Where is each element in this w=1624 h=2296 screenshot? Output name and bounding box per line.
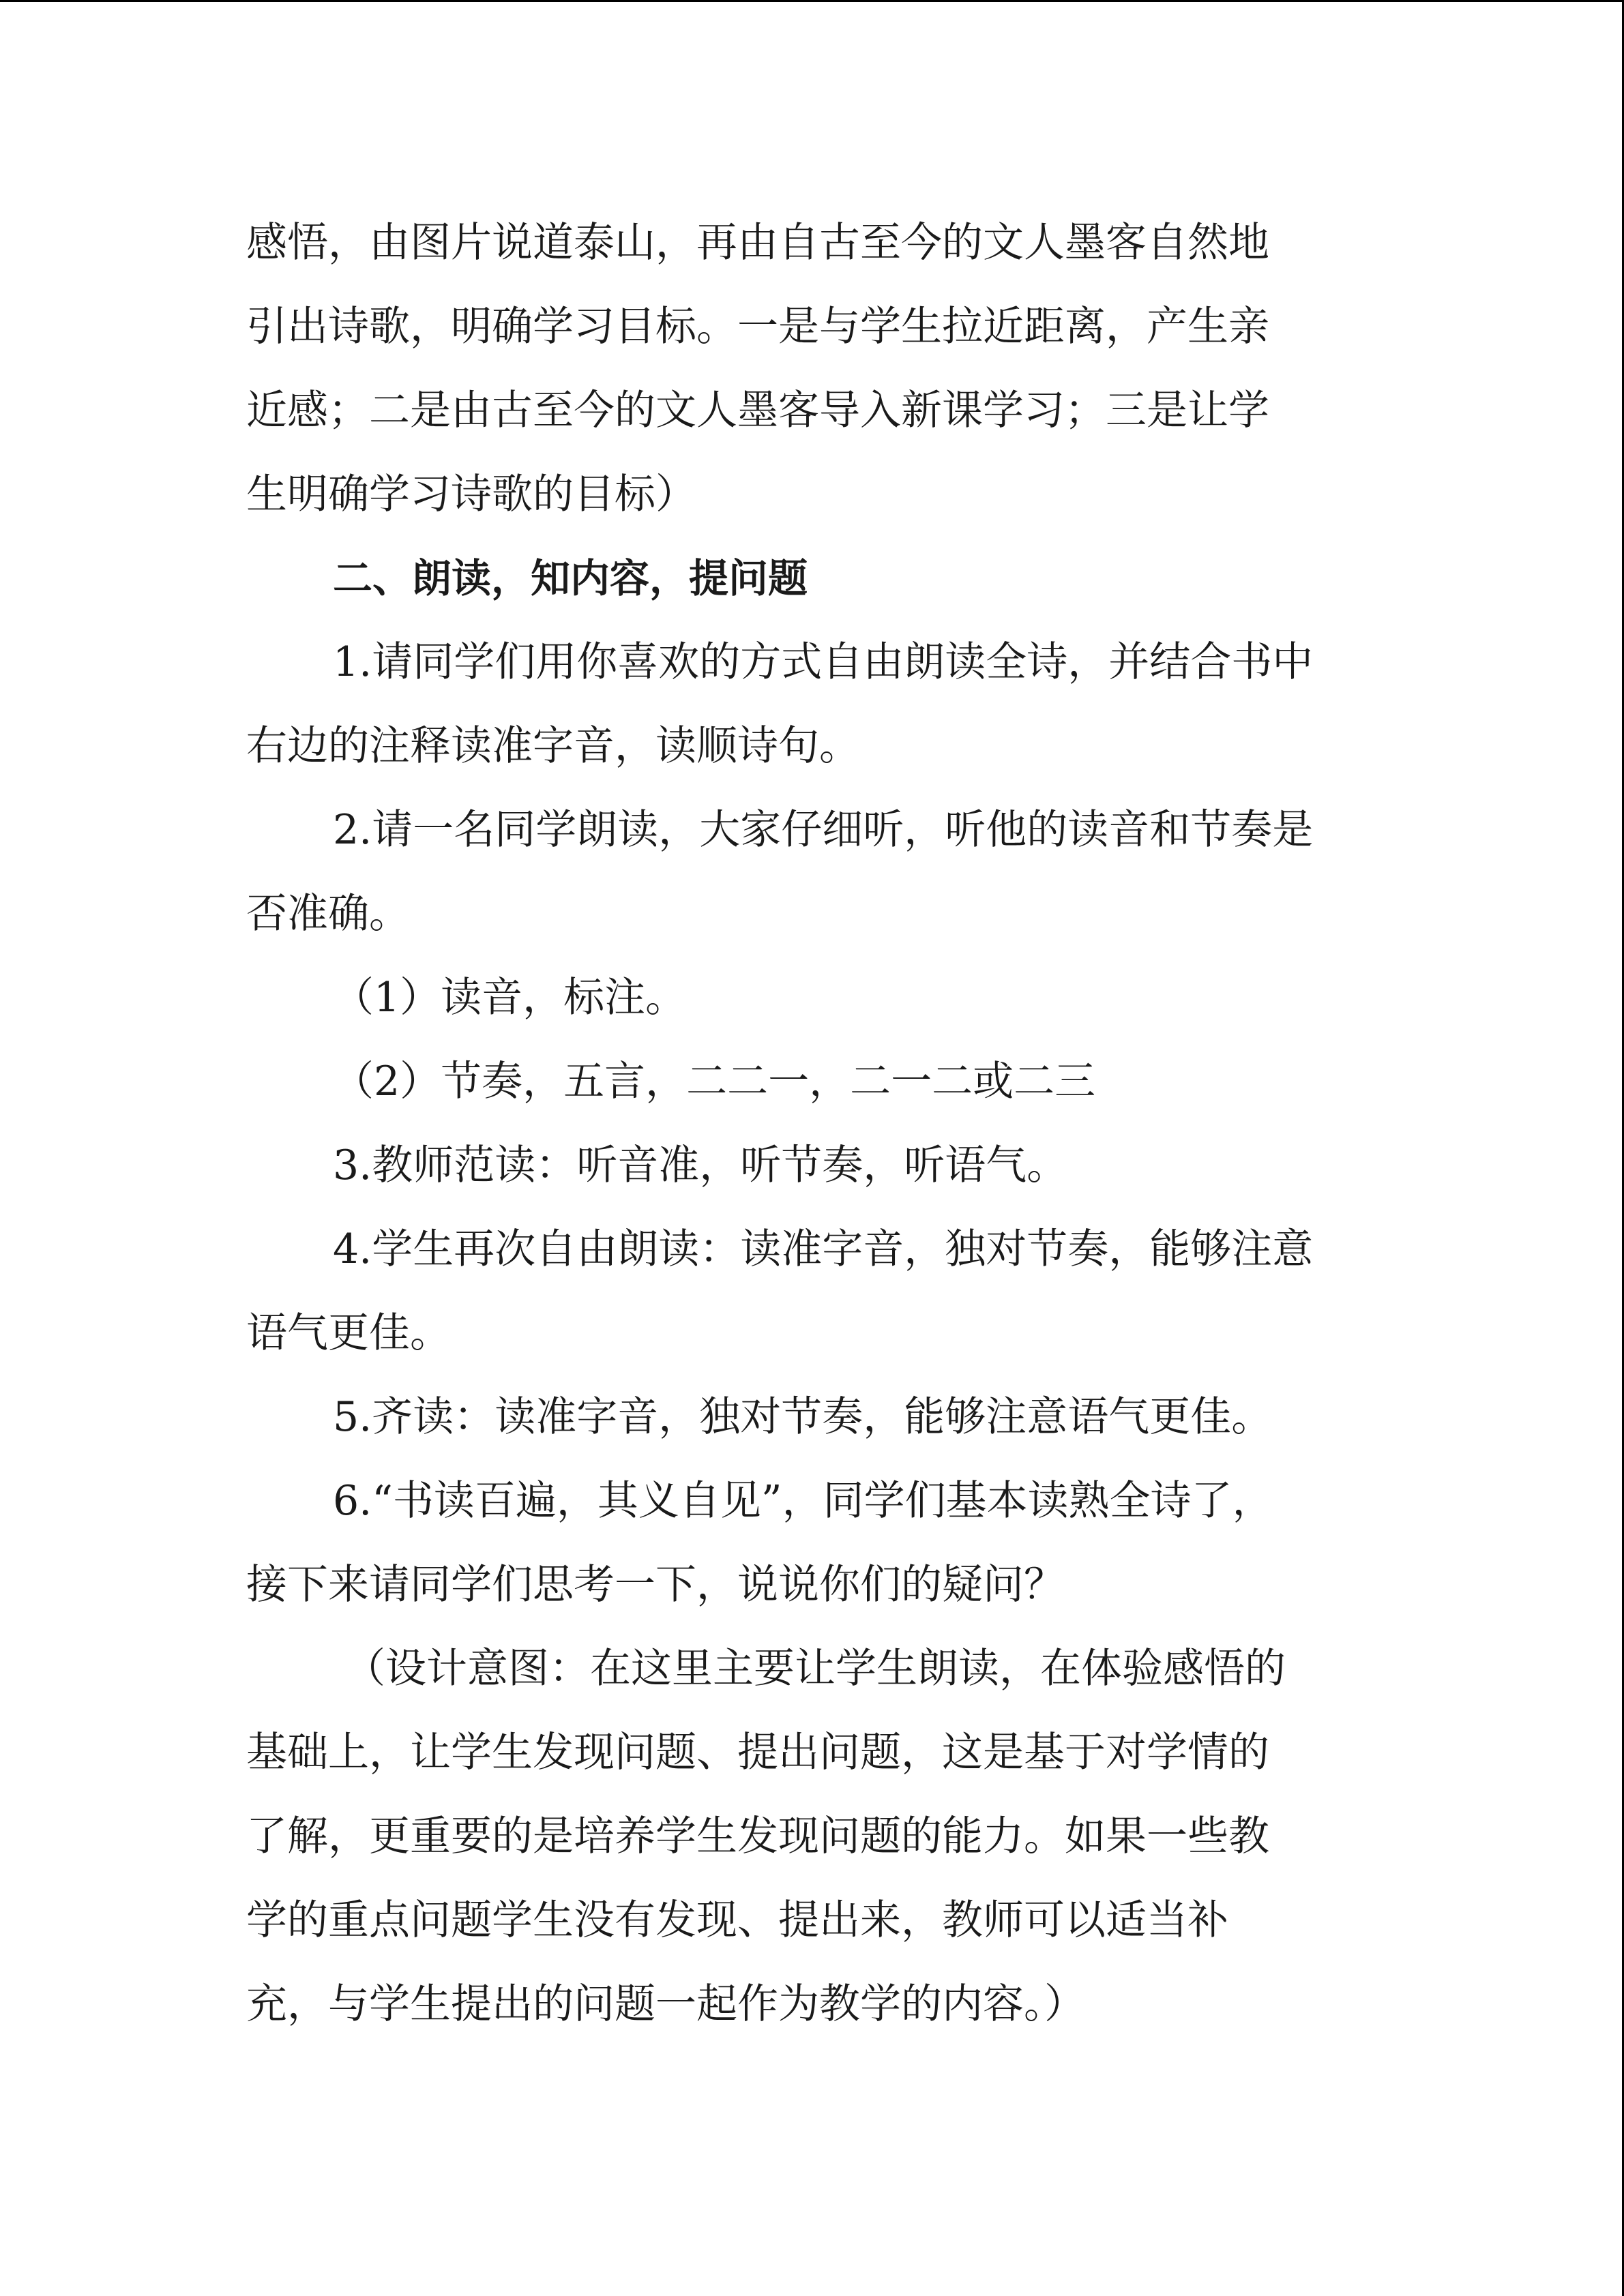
document-body	[246, 201, 1378, 2046]
design-note-line: 了解，更重要的是培养学生发现问题的能力。如果一些教	[246, 1813, 1269, 1860]
paragraph-line: 语气更佳。	[246, 1309, 451, 1357]
design-note-line: 基础上，让学生发现问题、提出问题，这是基于对学情的	[246, 1729, 1269, 1776]
design-note-line: 充，与学生提出的问题一起作为教学的内容。）	[246, 1980, 1085, 2028]
sub-item-line: （1）读音，标注。	[333, 974, 687, 1022]
paragraph-line: 引出诗歌，明确学习目标。一是与学生拉近距离，产生亲	[246, 303, 1269, 351]
page-border-top	[0, 0, 1624, 2]
paragraph-line: 感悟，由图片说道泰山，再由自古至今的文人墨客自然地	[246, 219, 1269, 267]
list-item-line: 5.齐读：读准字音，独对节奏，能够注意语气更佳。	[333, 1393, 1273, 1441]
list-item-line: 6.“书读百遍，其义自见”，同学们基本读熟全诗了，	[333, 1477, 1273, 1525]
list-item-line: 4.学生再次自由朗读：读准字音，独对节奏，能够注意	[333, 1225, 1314, 1273]
paragraph-line: 接下来请同学们思考一下，说说你们的疑问？	[246, 1561, 1065, 1609]
sub-item-line: （2）节奏，五言，二二一，二一二或二三	[333, 1058, 1096, 1105]
paragraph-line: 生明确学习诗歌的目标）	[246, 471, 696, 518]
paragraph-line: 否准确。	[246, 890, 410, 938]
list-item-line: 3.教师范读：听音准，听节奏，听语气。	[333, 1142, 1068, 1189]
section-heading: 二、朗读，知内容，提问题	[333, 555, 808, 601]
design-note-line: （设计意图：在这里主要让学生朗读，在体验感悟的	[344, 1645, 1286, 1693]
paragraph-line: 近感；二是由古至今的文人墨客导入新课学习；三是让学	[246, 387, 1269, 434]
paragraph-line: 右边的注释读准字音，读顺诗句。	[246, 722, 860, 770]
design-note-line: 学的重点问题学生没有发现、提出来，教师可以适当补	[246, 1896, 1228, 1944]
list-item-line: 2.请一名同学朗读，大家仔细听，听他的读音和节奏是	[333, 806, 1314, 854]
list-item-line: 1.请同学们用你喜欢的方式自由朗读全诗，并结合书中	[333, 638, 1314, 686]
